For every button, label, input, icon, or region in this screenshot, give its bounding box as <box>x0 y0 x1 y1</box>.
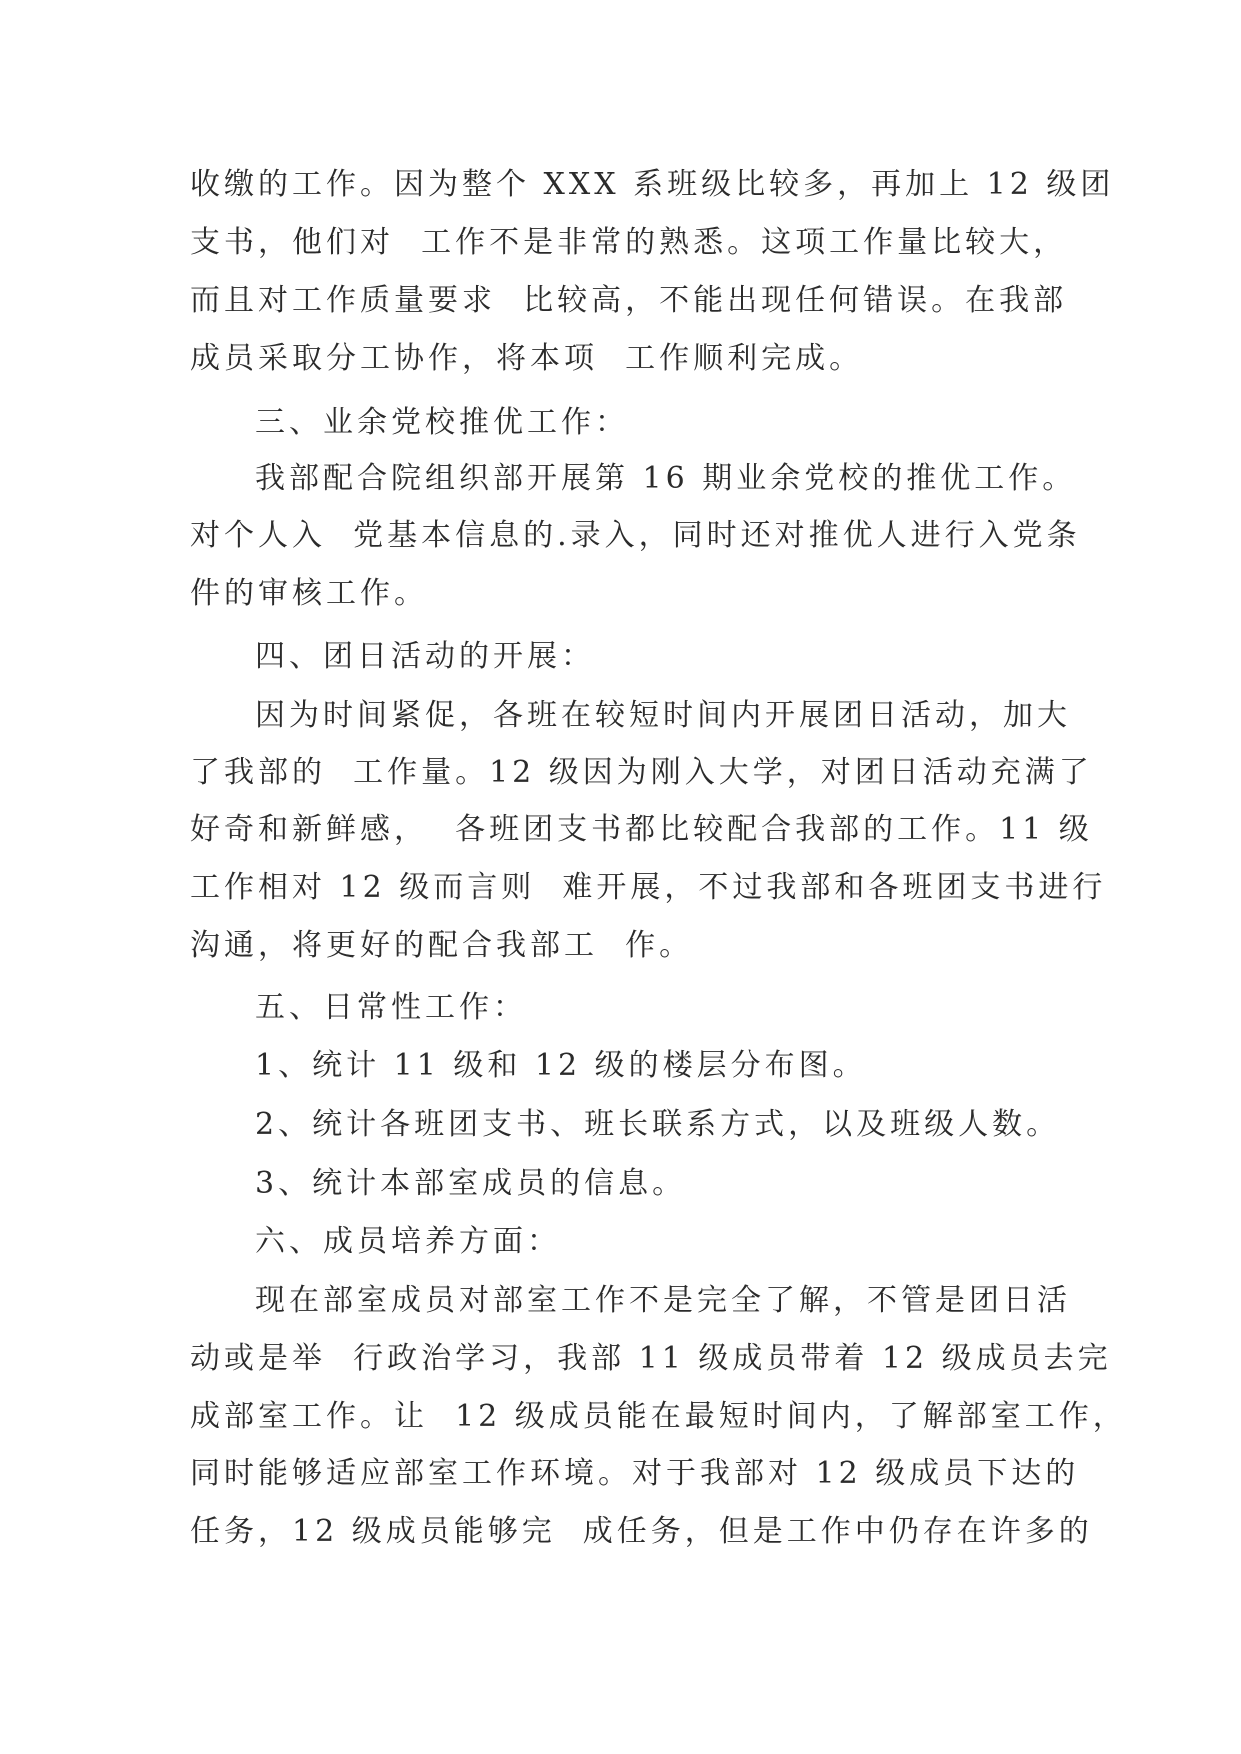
body-text-line: 对个人入 党基本信息的.录入，同时还对推优人进行入党条 <box>190 518 1081 553</box>
body-text-line: 任务，12 级成员能够完 成任务，但是工作中仍存在许多的 <box>190 1514 1093 1549</box>
body-text-line: 成员采取分工协作，将本项 工作顺利完成。 <box>190 341 864 376</box>
body-text-line: 现在部室成员对部室工作不是完全了解，不管是团日活 <box>255 1283 1071 1318</box>
body-text-line: 动或是举 行政治学习，我部 11 级成员带着 12 级成员去完 <box>190 1341 1112 1376</box>
body-text-line: 因为时间紧促，各班在较短时间内开展团日活动，加大 <box>255 698 1071 733</box>
body-text-line: 了我部的 工作量。12 级因为刚入大学，对团日活动充满了 <box>190 755 1093 790</box>
body-text-line: 好奇和新鲜感， 各班团支书都比较配合我部的工作。11 级 <box>190 812 1093 847</box>
body-text-line: 成部室工作。让 12 级成员能在最短时间内，了解部室工作， <box>190 1399 1127 1434</box>
body-text-line: 沟通，将更好的配合我部工 作。 <box>190 928 694 963</box>
body-text-line: 件的审核工作。 <box>190 576 428 611</box>
body-text-line: 而且对工作质量要求 比较高，不能出现任何错误。在我部 <box>190 283 1068 318</box>
list-item: 3、统计本部室成员的信息。 <box>255 1166 687 1201</box>
body-text-line: 工作相对 12 级而言则 难开展，不过我部和各班团支书进行 <box>190 870 1107 905</box>
body-text-line: 收缴的工作。因为整个 XXX 系班级比较多，再加上 12 级团 <box>190 167 1115 202</box>
body-text-line: 支书，他们对 工作不是非常的熟悉。这项工作量比较大， <box>190 225 1068 260</box>
section-heading: 五、日常性工作： <box>255 990 527 1025</box>
section-heading: 四、团日活动的开展： <box>255 639 595 674</box>
body-text-line: 我部配合院组织部开展第 16 期业余党校的推优工作。 <box>255 461 1077 496</box>
body-text-line: 同时能够适应部室工作环境。对于我部对 12 级成员下达的 <box>190 1456 1080 1491</box>
list-item: 2、统计各班团支书、班长联系方式，以及班级人数。 <box>255 1107 1061 1142</box>
section-heading: 六、成员培养方面： <box>255 1224 561 1259</box>
section-heading: 三、业余党校推优工作： <box>255 405 629 440</box>
list-item: 1、统计 11 级和 12 级的楼层分布图。 <box>255 1048 867 1083</box>
